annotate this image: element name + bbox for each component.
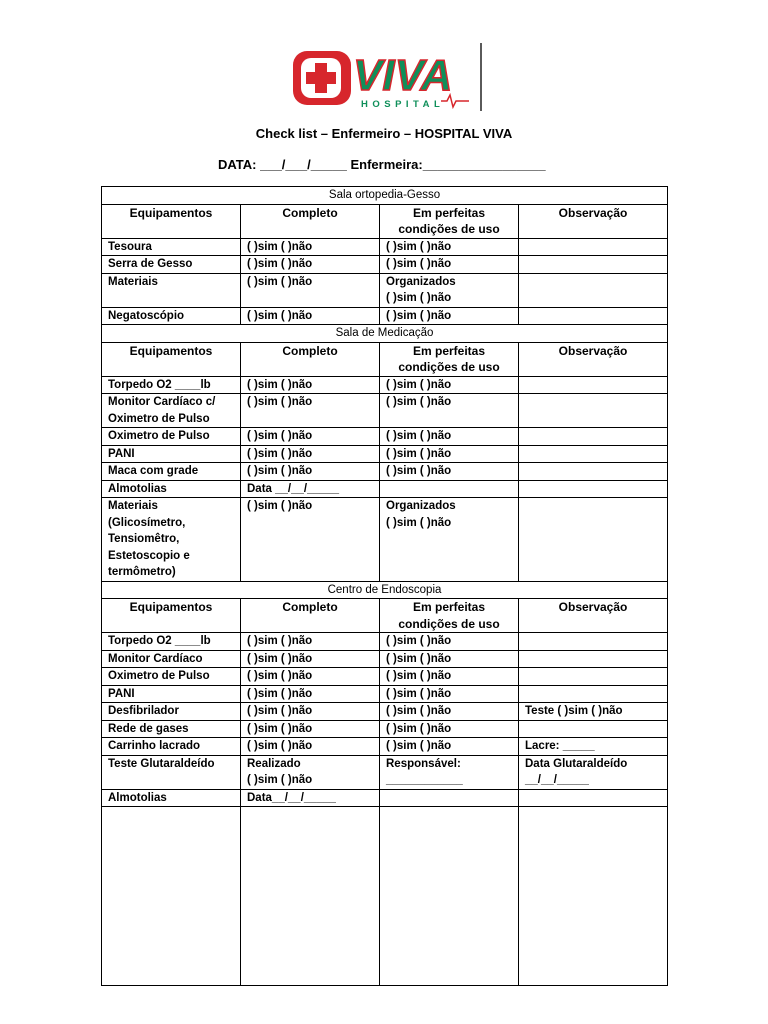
equipment-cell: Negatoscópio xyxy=(102,307,241,325)
equipment-cell: Monitor Cardíaco xyxy=(102,650,241,668)
completo-cell: ( )sim ( )não xyxy=(241,633,380,651)
blank-cell xyxy=(380,807,519,986)
observacao-cell xyxy=(519,685,668,703)
observacao-cell xyxy=(519,394,668,428)
blank-row xyxy=(102,807,668,986)
section-title: Centro de Endoscopia xyxy=(102,581,668,599)
section-title: Sala de Medicação xyxy=(102,325,668,343)
table-row xyxy=(102,273,668,307)
observacao-cell xyxy=(519,445,668,463)
completo-cell: ( )sim ( )não xyxy=(241,463,380,481)
observacao-cell xyxy=(519,650,668,668)
table-row xyxy=(102,463,668,481)
column-header-row xyxy=(102,204,668,238)
completo-cell: Data __/__/_____ xyxy=(241,480,380,498)
section-title-row xyxy=(102,581,668,599)
completo-cell: ( )sim ( )não xyxy=(241,703,380,721)
column-header: Em perfeitas condições de uso xyxy=(380,599,519,633)
observacao-cell: Lacre: _____ xyxy=(519,738,668,756)
table-row xyxy=(102,633,668,651)
observacao-cell xyxy=(519,463,668,481)
completo-cell: ( )sim ( )não xyxy=(241,498,380,582)
column-header: Observação xyxy=(519,204,668,238)
completo-cell: ( )sim ( )não xyxy=(241,650,380,668)
table-row xyxy=(102,498,668,582)
table-row xyxy=(102,720,668,738)
condicoes-cell: ( )sim ( )não xyxy=(380,720,519,738)
observacao-cell xyxy=(519,376,668,394)
column-header: Observação xyxy=(519,342,668,376)
column-header: Em perfeitas condições de uso xyxy=(380,204,519,238)
section-title-row xyxy=(102,325,668,343)
completo-cell: ( )sim ( )não xyxy=(241,428,380,446)
condicoes-cell: ( )sim ( )não xyxy=(380,394,519,428)
column-header: Completo xyxy=(241,342,380,376)
blank-cell xyxy=(241,807,380,986)
section-title: Sala ortopedia-Gesso xyxy=(102,187,668,205)
checklist-table xyxy=(101,186,668,986)
observacao-cell xyxy=(519,428,668,446)
condicoes-cell: ( )sim ( )não xyxy=(380,738,519,756)
observacao-cell xyxy=(519,633,668,651)
completo-cell: ( )sim ( )não xyxy=(241,738,380,756)
table-row xyxy=(102,685,668,703)
equipment-cell: Materiais (Glicosímetro, Tensiomêtro, Estetoscopio e termômetro) xyxy=(102,498,241,582)
table-row xyxy=(102,480,668,498)
condicoes-cell: ( )sim ( )não xyxy=(380,633,519,651)
completo-cell: ( )sim ( )não xyxy=(241,238,380,256)
equipment-cell: Maca com grade xyxy=(102,463,241,481)
document-title: Check list – Enfermeiro – HOSPITAL VIVA xyxy=(255,126,513,141)
observacao-cell xyxy=(519,789,668,807)
svg-text:HOSPITAL: HOSPITAL xyxy=(361,99,445,110)
completo-cell: ( )sim ( )não xyxy=(241,307,380,325)
table-row xyxy=(102,703,668,721)
table-row xyxy=(102,668,668,686)
condicoes-cell: ( )sim ( )não xyxy=(380,238,519,256)
completo-cell: ( )sim ( )não xyxy=(241,273,380,307)
column-header: Completo xyxy=(241,204,380,238)
condicoes-cell: ( )sim ( )não xyxy=(380,685,519,703)
column-header-row xyxy=(102,599,668,633)
condicoes-cell: ( )sim ( )não xyxy=(380,445,519,463)
equipment-cell: Tesoura xyxy=(102,238,241,256)
observacao-cell: Teste ( )sim ( )não xyxy=(519,703,668,721)
equipment-cell: Serra de Gesso xyxy=(102,256,241,274)
table-row xyxy=(102,738,668,756)
equipment-cell: Desfibrilador xyxy=(102,703,241,721)
completo-cell: ( )sim ( )não xyxy=(241,376,380,394)
table-row xyxy=(102,445,668,463)
condicoes-cell: Organizados ( )sim ( )não xyxy=(380,273,519,307)
table-row xyxy=(102,394,668,428)
equipment-cell: Almotolias xyxy=(102,480,241,498)
table-row xyxy=(102,789,668,807)
observacao-cell xyxy=(519,668,668,686)
table-row xyxy=(102,307,668,325)
table-row xyxy=(102,256,668,274)
condicoes-cell: ( )sim ( )não xyxy=(380,307,519,325)
column-header: Equipamentos xyxy=(102,204,241,238)
table-row xyxy=(102,376,668,394)
observacao-cell xyxy=(519,498,668,582)
column-header-row xyxy=(102,342,668,376)
equipment-cell: Rede de gases xyxy=(102,720,241,738)
observacao-cell xyxy=(519,238,668,256)
condicoes-cell: ( )sim ( )não xyxy=(380,256,519,274)
completo-cell: ( )sim ( )não xyxy=(241,685,380,703)
condicoes-cell: ( )sim ( )não xyxy=(380,463,519,481)
condicoes-cell: ( )sim ( )não xyxy=(380,703,519,721)
condicoes-cell xyxy=(380,480,519,498)
table-row xyxy=(102,755,668,789)
table-row xyxy=(102,238,668,256)
condicoes-cell: ( )sim ( )não xyxy=(380,376,519,394)
condicoes-cell: Responsável: ____________ xyxy=(380,755,519,789)
observacao-cell: Data Glutaraldeído __/__/_____ xyxy=(519,755,668,789)
completo-cell: ( )sim ( )não xyxy=(241,720,380,738)
observacao-cell xyxy=(519,307,668,325)
completo-cell: ( )sim ( )não xyxy=(241,394,380,428)
column-header: Em perfeitas condições de uso xyxy=(380,342,519,376)
condicoes-cell: ( )sim ( )não xyxy=(380,428,519,446)
equipment-cell: Oximetro de Pulso xyxy=(102,668,241,686)
condicoes-cell: ( )sim ( )não xyxy=(380,668,519,686)
completo-cell: Realizado ( )sim ( )não xyxy=(241,755,380,789)
hospital-viva-logo xyxy=(291,43,486,113)
observacao-cell xyxy=(519,480,668,498)
equipment-cell: Oximetro de Pulso xyxy=(102,428,241,446)
equipment-cell: PANI xyxy=(102,445,241,463)
equipment-cell: Monitor Cardíaco c/ Oximetro de Pulso xyxy=(102,394,241,428)
svg-text:VIVA: VIVA xyxy=(353,51,453,100)
condicoes-cell: Organizados ( )sim ( )não xyxy=(380,498,519,582)
table-row xyxy=(102,428,668,446)
condicoes-cell: ( )sim ( )não xyxy=(380,650,519,668)
table-row xyxy=(102,650,668,668)
date-line: DATA: ___/___/_____ Enfermeira:_________________ xyxy=(218,157,546,172)
column-header: Observação xyxy=(519,599,668,633)
observacao-cell xyxy=(519,256,668,274)
column-header: Equipamentos xyxy=(102,599,241,633)
equipment-cell: Materiais xyxy=(102,273,241,307)
completo-cell: Data__/__/_____ xyxy=(241,789,380,807)
observacao-cell xyxy=(519,273,668,307)
equipment-cell: Almotolias xyxy=(102,789,241,807)
section-title-row xyxy=(102,187,668,205)
completo-cell: ( )sim ( )não xyxy=(241,668,380,686)
equipment-cell: Teste Glutaraldeído xyxy=(102,755,241,789)
equipment-cell: PANI xyxy=(102,685,241,703)
column-header: Equipamentos xyxy=(102,342,241,376)
blank-cell xyxy=(102,807,241,986)
blank-cell xyxy=(519,807,668,986)
observacao-cell xyxy=(519,720,668,738)
completo-cell: ( )sim ( )não xyxy=(241,256,380,274)
column-header: Completo xyxy=(241,599,380,633)
equipment-cell: Torpedo O2 ____lb xyxy=(102,376,241,394)
equipment-cell: Carrinho lacrado xyxy=(102,738,241,756)
completo-cell: ( )sim ( )não xyxy=(241,445,380,463)
condicoes-cell xyxy=(380,789,519,807)
equipment-cell: Torpedo O2 ____lb xyxy=(102,633,241,651)
